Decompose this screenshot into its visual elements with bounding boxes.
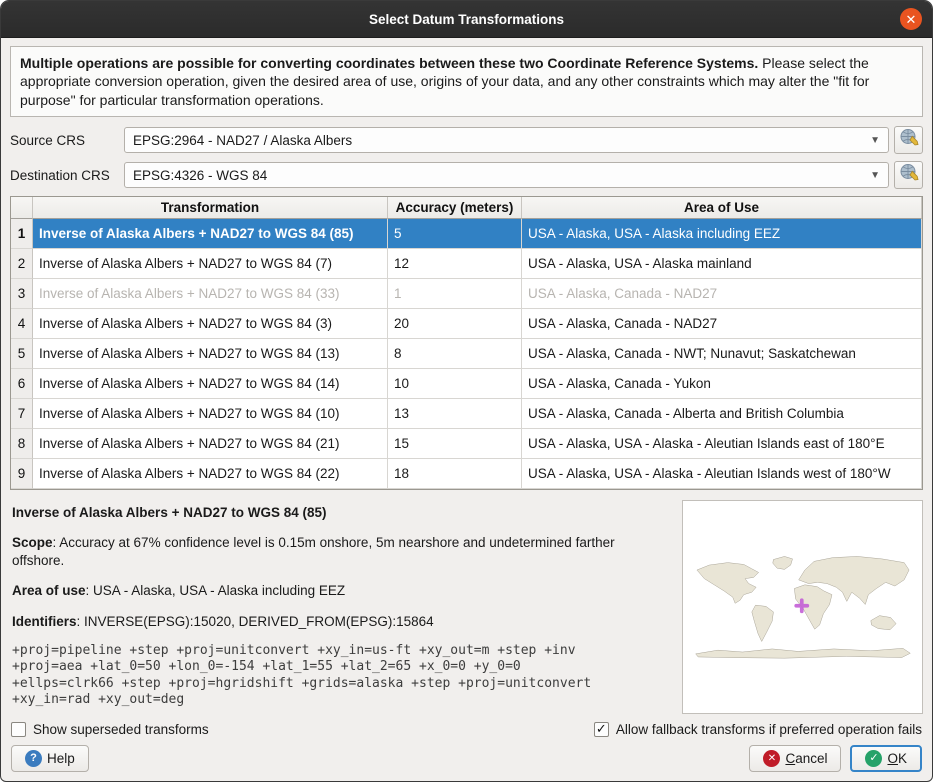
source-crs-select[interactable] — [124, 127, 889, 153]
row-number: 3 — [11, 279, 33, 309]
table-header-row — [11, 197, 922, 219]
cell-area[interactable]: USA - Alaska, USA - Alaska mainland — [522, 249, 922, 279]
details-area-of-use: Area of use: USA - Alaska, USA - Alaska including EEZ — [12, 583, 346, 599]
cell-transformation[interactable]: Inverse of Alaska Albers + NAD27 to WGS 84 (10) — [33, 399, 388, 429]
cell-area[interactable]: USA - Alaska, Canada - Yukon — [522, 369, 922, 399]
row-number: 5 — [11, 339, 33, 369]
cell-area[interactable]: USA - Alaska, USA - Alaska including EEZ — [522, 219, 922, 249]
cell-transformation[interactable]: Inverse of Alaska Albers + NAD27 to WGS 84 (7) — [33, 249, 388, 279]
chevron-down-icon: ▼ — [870, 134, 880, 146]
destination-crs-select[interactable] — [124, 162, 889, 188]
ok-icon: ✓ — [865, 750, 882, 767]
cell-transformation[interactable]: Inverse of Alaska Albers + NAD27 to WGS 84 (33) — [33, 279, 388, 309]
intro-rest-text: Please select the appropriate conversion operation, given the desired area of use, origins of your data, and any other constraints which may alter the "fit for purpose" for particular transformation operations. — [20, 55, 870, 108]
cell-accuracy[interactable]: 10 — [388, 369, 522, 399]
corner-header — [11, 197, 33, 219]
cell-transformation[interactable]: Inverse of Alaska Albers + NAD27 to WGS 84 (14) — [33, 369, 388, 399]
chevron-down-icon: ▼ — [870, 169, 880, 181]
cell-area[interactable]: USA - Alaska, Canada - NAD27 — [522, 309, 922, 339]
cancel-button[interactable] — [749, 745, 841, 772]
table-row[interactable] — [11, 369, 922, 399]
row-number: 7 — [11, 399, 33, 429]
column-header-area[interactable]: Area of Use — [522, 197, 922, 219]
destination-crs-row — [10, 161, 923, 189]
help-button[interactable] — [11, 745, 89, 772]
checkbox-box[interactable] — [11, 722, 26, 737]
cell-accuracy[interactable]: 18 — [388, 459, 522, 489]
cell-accuracy[interactable]: 8 — [388, 339, 522, 369]
titlebar[interactable] — [1, 1, 932, 38]
table-row[interactable] — [11, 279, 922, 309]
checkbox-box[interactable] — [594, 722, 609, 737]
cell-accuracy[interactable]: 1 — [388, 279, 522, 309]
cell-accuracy[interactable]: 20 — [388, 309, 522, 339]
column-header-accuracy[interactable]: Accuracy (meters) — [388, 197, 522, 219]
close-icon[interactable]: ✕ — [900, 8, 922, 30]
cell-area[interactable]: USA - Alaska, Canada - NAD27 — [522, 279, 922, 309]
cell-transformation[interactable]: Inverse of Alaska Albers + NAD27 to WGS 84 (3) — [33, 309, 388, 339]
source-crs-label: Source CRS — [10, 132, 86, 148]
table-row[interactable] — [11, 399, 922, 429]
allow-fallback-checkbox[interactable] — [594, 722, 922, 737]
cell-transformation[interactable]: Inverse of Alaska Albers + NAD27 to WGS 84 (85) — [33, 219, 388, 249]
cancel-button-label: Cancel — [785, 751, 828, 767]
ok-button-label: OK — [887, 751, 907, 767]
select-destination-crs-button[interactable] — [894, 161, 923, 189]
details-title: Inverse of Alaska Albers + NAD27 to WGS 84 (85) — [12, 505, 327, 521]
cell-accuracy[interactable]: 13 — [388, 399, 522, 429]
select-source-crs-button[interactable] — [894, 126, 923, 154]
row-number: 2 — [11, 249, 33, 279]
world-map — [692, 501, 914, 713]
area-of-use-map-preview — [682, 500, 923, 714]
table-row[interactable] — [11, 249, 922, 279]
cell-transformation[interactable]: Inverse of Alaska Albers + NAD27 to WGS 84 (21) — [33, 429, 388, 459]
globe-edit-icon — [899, 128, 919, 153]
cell-accuracy[interactable]: 5 — [388, 219, 522, 249]
cell-area[interactable]: USA - Alaska, USA - Alaska - Aleutian Islands east of 180°E — [522, 429, 922, 459]
row-number: 6 — [11, 369, 33, 399]
lower-section — [10, 500, 923, 714]
cell-area[interactable]: USA - Alaska, Canada - Alberta and British Columbia — [522, 399, 922, 429]
dialog-body — [1, 38, 932, 782]
proj-pipeline-string: +proj=pipeline +step +proj=unitconvert +xy_in=us-ft +xy_out=m +step +inv +proj=aea +lat_0=50 +lon_0=-154 +lat_1=55 +lat_2=65 +x_0=0 +y_0=0 +ellps=clrk66 +step +proj=hgridshift +grids=alaska +step +proj=unitconvert +xy_in=rad +xy_out=deg — [12, 643, 592, 707]
options-row — [11, 722, 922, 737]
show-superseded-label: Show superseded transforms — [33, 722, 209, 738]
source-crs-value: EPSG:2964 - NAD27 / Alaska Albers — [133, 132, 353, 148]
row-number: 4 — [11, 309, 33, 339]
intro-message — [10, 46, 923, 117]
transformation-details — [10, 500, 678, 714]
window-title: Select Datum Transformations — [368, 11, 565, 27]
table-row[interactable] — [11, 309, 922, 339]
source-crs-row — [10, 126, 923, 154]
details-identifiers: Identifiers: INVERSE(EPSG):15020, DERIVED_FROM(EPSG):15864 — [12, 613, 434, 629]
cell-accuracy[interactable]: 12 — [388, 249, 522, 279]
help-button-label: Help — [47, 751, 75, 767]
table-row[interactable] — [11, 339, 922, 369]
row-number: 9 — [11, 459, 33, 489]
row-number: 1 — [11, 219, 33, 249]
allow-fallback-label: Allow fallback transforms if preferred operation fails — [615, 722, 922, 738]
table-row[interactable] — [11, 459, 922, 489]
table-row[interactable] — [11, 219, 922, 249]
globe-edit-icon — [899, 163, 919, 188]
cell-transformation[interactable]: Inverse of Alaska Albers + NAD27 to WGS 84 (22) — [33, 459, 388, 489]
cancel-icon: ✕ — [763, 750, 780, 767]
cell-accuracy[interactable]: 15 — [388, 429, 522, 459]
intro-bold-text: Multiple operations are possible for converting coordinates between these two Coordinate Reference Systems. — [20, 55, 759, 71]
details-scope: Scope: Accuracy at 67% confidence level is 0.15m onshore, 5m nearshore and undetermined farther offshore. — [12, 534, 615, 568]
cell-area[interactable]: USA - Alaska, Canada - NWT; Nunavut; Saskatchewan — [522, 339, 922, 369]
help-icon: ? — [25, 750, 42, 767]
column-header-transformation[interactable]: Transformation — [33, 197, 388, 219]
destination-crs-label: Destination CRS — [10, 167, 110, 183]
button-row — [11, 745, 922, 772]
show-superseded-checkbox[interactable] — [11, 722, 209, 737]
table-row[interactable] — [11, 429, 922, 459]
destination-crs-value: EPSG:4326 - WGS 84 — [133, 167, 268, 183]
transformations-table — [10, 196, 923, 490]
cell-area[interactable]: USA - Alaska, USA - Alaska - Aleutian Islands west of 180°W — [522, 459, 922, 489]
cell-transformation[interactable]: Inverse of Alaska Albers + NAD27 to WGS 84 (13) — [33, 339, 388, 369]
transform-table-body — [11, 219, 922, 489]
row-number: 8 — [11, 429, 33, 459]
ok-button[interactable] — [850, 745, 922, 772]
